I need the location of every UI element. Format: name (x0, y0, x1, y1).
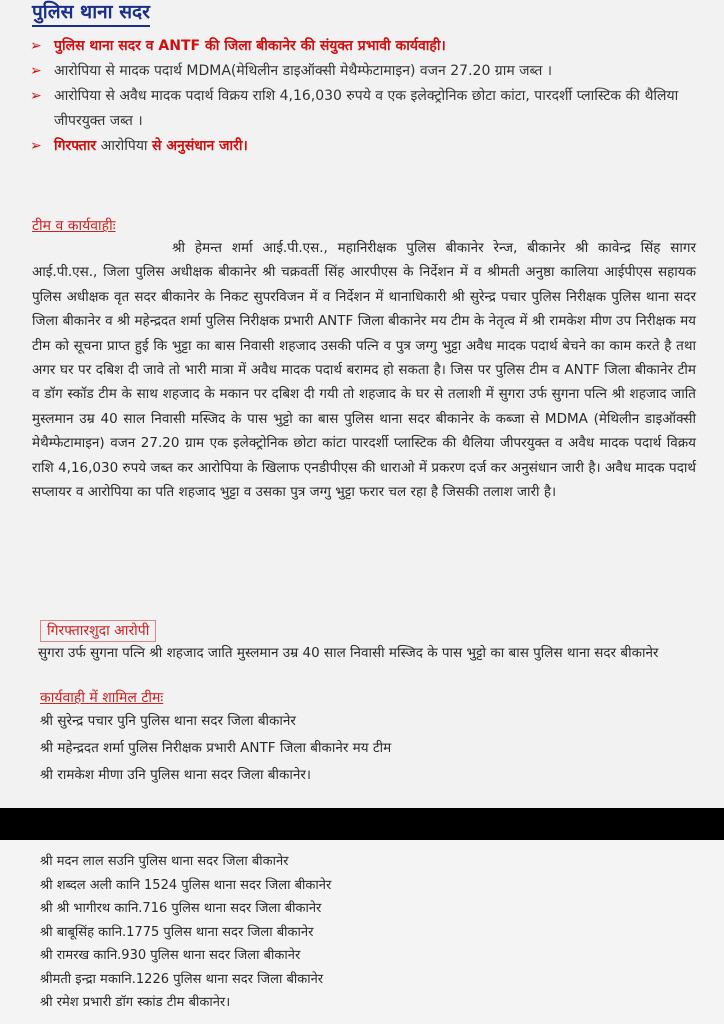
bullet-text: पुलिस थाना सदर व ANTF की जिला बीकानेर की संयुक्त प्रभावी कार्यवाही। (54, 38, 446, 54)
team-member-item: श्री श्री भागीरथ कानि.716 पुलिस थाना सदर जिला बीकानेर (40, 901, 322, 916)
team-member-item: श्री रामरख कानि.930 पुलिस थाना सदर जिला बीकानेर (40, 948, 301, 963)
bullet-item (30, 84, 690, 134)
team-member-item: श्री मदन लाल सउनि पुलिस थाना सदर जिला बीकानेर (40, 854, 289, 869)
bullet-item (30, 134, 690, 159)
arrested-section-label: गिरफ्तारशुदा आरोपी (40, 620, 156, 642)
arrow-bullet-icon: ➢ (30, 138, 42, 154)
arrow-bullet-icon: ➢ (30, 88, 42, 104)
arrested-person-text: सुगरा उर्फ सुगना पत्नि श्री शहजाद जाति मुस्लमान उम्र 40 साल निवासी मस्जिद के पास भुट्टो का बास पुलिस थाना सदर बीकानेर (38, 645, 659, 661)
team-member-item: श्री शब्दल अली कानि 1524 पुलिस थाना सदर जिला बीकानेर (40, 877, 332, 893)
team-member-item: श्री सुरेन्द्र पचार पुनि पुलिस थाना सदर जिला बीकानेर (40, 713, 296, 729)
bullet-text-red: गिरफ्तार (54, 138, 97, 154)
arrow-bullet-icon: ➢ (30, 38, 42, 54)
bullet-text-red: से अनुसंधान जारी। (152, 138, 248, 154)
team-member-item: श्री बाबूसिंह कानि.1775 पुलिस थाना सदर जिला बीकानेर (40, 924, 314, 940)
bullet-text: आरोपिया से मादक पदार्थ MDMA(मेथिलीन डाइऑक्सी मेथैम्फेटामाइन) वजन 27.20 ग्राम जब्त । (54, 63, 553, 79)
team-member-item: श्री रामकेश मीणा उनि पुलिस थाना सदर जिला बीकानेर। (40, 767, 311, 783)
team-member-item: श्री रमेश प्रभारी डॉग स्कांड टीम बीकानेर। (40, 995, 231, 1010)
team-section-label: टीम व कार्यवाहीः (32, 218, 116, 234)
bullet-item (30, 34, 690, 59)
page-title: पुलिस थाना सदर (32, 0, 150, 27)
body-paragraph: श्री हेमन्त शर्मा आई.पी.एस., महानिरीक्षक पुलिस बीकानेर रेन्ज, बीकानेर श्री कावेन्द्र सिंह सागर आई.पी.एस., जिला पुलिस अधीक्षक बीकानेर श्री चक्रवर्ती सिंह आरपीएस के निर्देशन में व श्रीमती अनुष्ठा कालिया आईपीएस सहायक पुलिस अधीक्षक वृत सदर बीकानेर के निकट सुपरविजन में व निर्देशन में थानाधिकारी श्री सुरेन्द्र पचार पुलिस निरीक्षक पुलिस थाना सदर जिला बीकानेर व श्री महेन्द्रदत शर्मा पुलिस निरीक्षक प्रभारी ANTF जिला बीकानेर मय टीम के नेतृत्व में श्री रामकेश मीण उप निरीक्षक मय टीम को सूचना प्राप्त हुई कि भुट्टा का बास निवासी शहजाद उसकी पत्नि व पुत्र जग्गु भुट्टा अवैध मादक पदार्थ बेचने का काम करते है तथा अगर घर पर दबिश दी जावे तो भारी मात्रा में अवैध मादक पदार्थ बरामद हो सकता है। जिस पर पुलिस टीम व ANTF जिला बीकानेर टीम व डॉग स्कॉड टीम के साथ शहजाद के मकान पर दबिश दी गयी तो शहजाद के घर से तलाशी में सुगरा उर्फ सुगना पत्नि श्री शहजाद जाति मुस्लमान उम्र 40 साल निवासी मस्जिद के पास भुट्टो का बास पुलिस थाना सदर बीकानेर के कब्जा से MDMA (मेथिलीन डाइऑक्सी मेथैम्फेटामाइन) वजन 27.20 ग्राम एक इलेक्ट्रोनिक छोटा कांटा पारदर्शी प्लास्टिक की थैलिया जीपरयुक्त व अवैध मादक पदार्थ विक्रय राशि 4,16,030 रुपये जब्त कर आरोपिया के खिलाफ एनडीपीएस की धाराओ में प्रकरण दर्ज कर अनुसंधान जारी है। अवैध मादक पदार्थ सप्लायर व आरोपिया का पति शहजाद भुट्टा व उसका पुत्र जग्गु भुट्टा फरार चल रहा है जिसकी तलाश जारी है। (32, 240, 696, 501)
bullet-text-plain: आरोपिया (96, 138, 153, 154)
bullet-item (30, 59, 690, 84)
team-member-item: श्री महेन्द्रदत शर्मा पुलिस निरीक्षक प्रभारी ANTF जिला बीकानेर मय टीम (40, 740, 392, 756)
bullet-text: आरोपिया से अवैध मादक पदार्थ विक्रय राशि 4,16,030 रुपये व एक इलेक्ट्रोनिक छोटा कांटा, पारदर्शी प्लास्टिक की थैलिया जीपरयुक्त जब्त । (54, 88, 679, 129)
black-separator-band (0, 808, 724, 840)
team-member-list (40, 708, 391, 789)
team-member-item: श्रीमती इन्द्रा मकानि.1226 पुलिस थाना सदर जिला बीकानेर (40, 971, 324, 987)
arrow-bullet-icon: ➢ (30, 63, 42, 79)
team-involved-label: कार्यवाही में शामिल टीमः (40, 690, 164, 706)
summary-bullets (30, 34, 690, 159)
additional-team-list (40, 850, 331, 1015)
